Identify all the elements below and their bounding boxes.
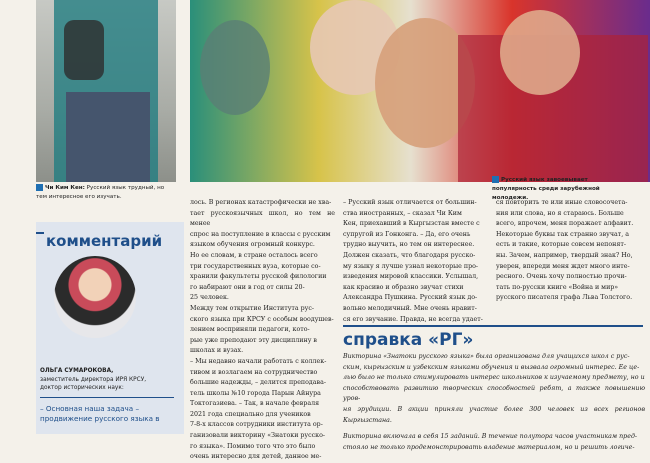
caption-name: Чи Ким Кен: xyxy=(45,185,85,191)
column-2-text: – Русский язык отличается от большин- ства иностранных, – сказал Чи Ким Кен, приехавший в Кыргызстан вместе с супругой из Гонконга. – Да, его очень трудно выучить, но тем он интереснее. Должен сказать, что благодаря русско- му языку я лучше узнал некоторые про- изведения мировой классики. Услышал, как красиво и образно звучат стихи Александра Пушкина. Русский язык до- вольно мелодичный. Мне очень нравит- ся его звучание. Правда, не всегда удает- xyxy=(343,199,483,323)
comment-quote: – Основная наша задача – продвижение русского языка в xyxy=(40,404,160,423)
comment-box xyxy=(36,222,184,434)
caption-text: Русский язык трудный, но тем интересное его изучать. xyxy=(36,185,165,200)
caption-marker-icon xyxy=(492,176,499,183)
column-3-text: ся повторить те или иные словосочета- ния или слова, но я стараюсь. Больше всего, впрочем, меня поражает алфавит. Некоторые буквы так странно звучат, а есть и такие, которые совсем непонят- ны. Зачем, например, твердый знак? Но, уверен, впереди меня ждет много инте- ресного. Очень хочу полностью прочи- тать по-русски книге «Война и мир» русского писателя графа Льва Толстого. xyxy=(496,199,634,302)
caption-marker-icon xyxy=(36,184,43,191)
spravka-text xyxy=(343,352,645,453)
article-column-2 xyxy=(343,198,488,325)
column-1-text: лось. В регионах катастрофически не хва- тает русскоязычных школ, но тем не менее спрос на поступление в классы с русским языком обучения огромный конкурс. Но ее словам, в стране осталось всего три государственных вуза, которые со- хранили факультеты русской филологии го набирают они в год от силы 20- 25 человек. Между тем открытие Института рус- ского языка при КРСУ с особым воодушев- лением восприняли педагоги, кото- рые уже преподают эту дисциплину в школах и вузах. – Мы недавно начали работать с коллек- тивом и возлагаем на сотрудничество большие надежды, – делится преподава- тель школы №10 города Парын Айнура Токтогазиева. – Так, в начале февраля 2021 года специально для учеников 7-8-х классов сотрудники института ор- ганизовали викторину «Знатоки русско- го языка». Помимо того что это было очень интересно для детей, данное ме- xyxy=(190,199,335,461)
spravka-paragraph-2: Викторина включала в себя 15 заданий. В течение полутора часов участникам пред- стояло не только продемонстрировать владение материалом, но и решить логиче- xyxy=(343,433,638,451)
avatar xyxy=(54,256,136,338)
person-name xyxy=(40,368,180,376)
left-photo-caption xyxy=(36,184,176,202)
spravka-top-rule xyxy=(343,325,643,327)
spravka-paragraph-1: Викторина «Знатоки русского языка» была организована для учащихся школ с рус- ским, кыргызским и узбекским языками обучения и вызвала огромный интерес. Ее це- лью было не только стимулировать интерес школьников к изучаемому предмету, но и способствовать развитию творческих способностей ребят, а также повышению уров- ня эрудиции. В акции приняли участие более 300 человек из всех регионов Кыргызстана. xyxy=(343,353,645,424)
article-column-1 xyxy=(190,198,335,463)
photo-youth-group xyxy=(190,0,650,182)
comment-divider xyxy=(36,232,44,234)
caption-text: Русский язык завоевывает популярность среди зарубежной молодежи. xyxy=(492,177,600,201)
person-title: заместитель директора ИРЯ КРСУ, доктор исторических наук: xyxy=(40,377,147,391)
comment-header: комментарий xyxy=(46,232,163,250)
article-column-3 xyxy=(496,198,646,304)
quote-separator xyxy=(40,397,174,398)
person-name-text: ОЛЬГА СУМАРОКОВА, xyxy=(40,368,114,374)
spravka-title: справка «РГ» xyxy=(343,330,474,350)
photo-man xyxy=(36,0,176,182)
